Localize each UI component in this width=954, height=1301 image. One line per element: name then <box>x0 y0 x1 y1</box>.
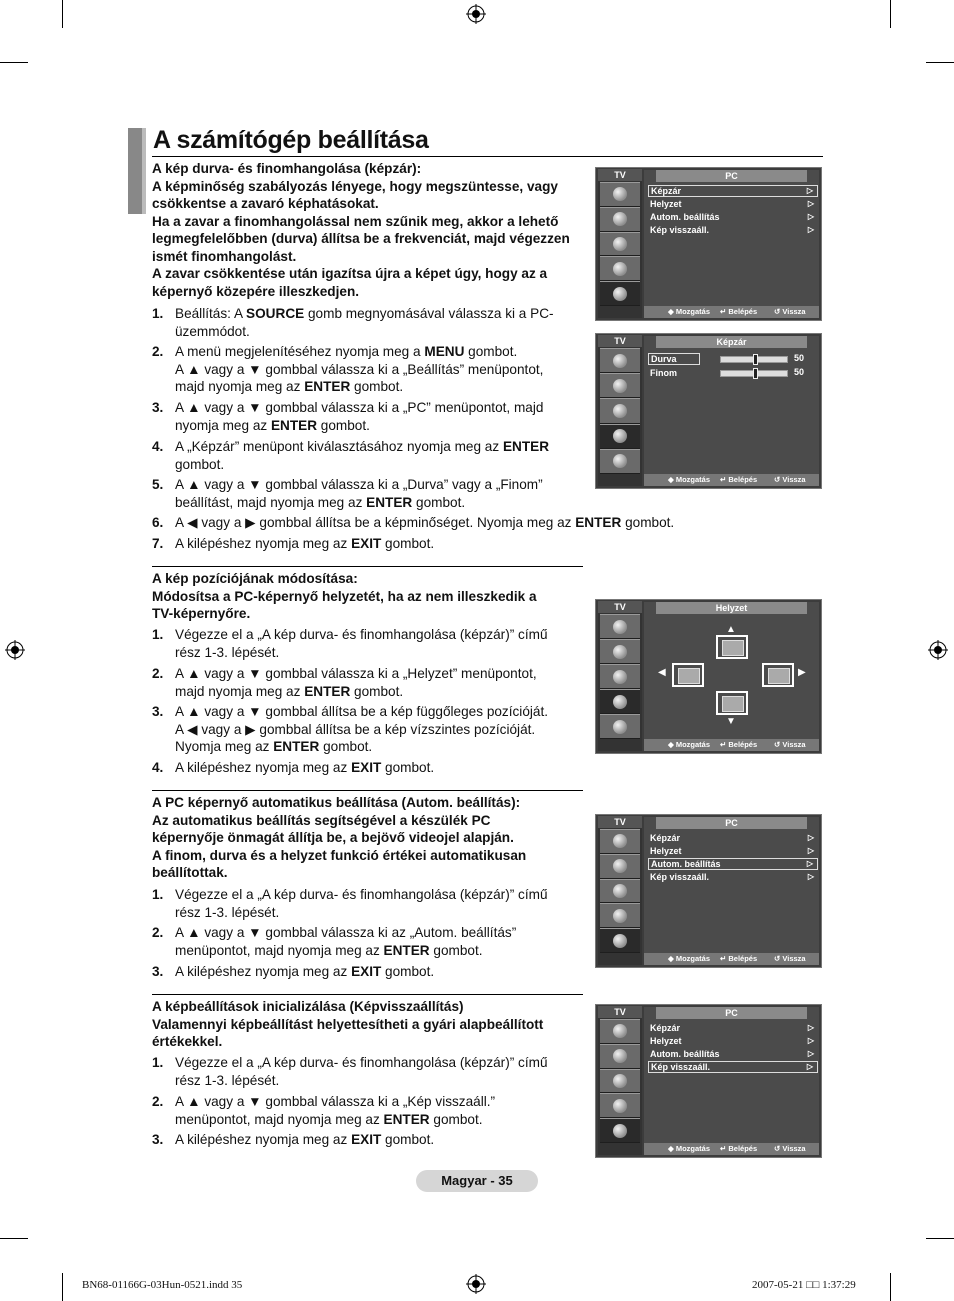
input-icon <box>600 928 640 953</box>
step-number: 7. <box>152 536 164 551</box>
menu-item: Képzár ▷ <box>650 1023 814 1033</box>
position-down-box <box>716 691 748 715</box>
step-number: 1. <box>152 1055 164 1070</box>
picture-icon <box>600 1019 640 1044</box>
step-text: rész 1-3. lépését. <box>175 904 280 920</box>
position-right-box <box>762 663 794 687</box>
section-intro-line: csökkentse a zavaró képhatásokat. <box>152 196 379 211</box>
step-text: A ▲ vagy a ▼ gombbal válassza ki a „Helyzet” menüpontot, <box>175 666 537 681</box>
submenu-arrow-icon: ▷ <box>807 846 814 855</box>
section-divider <box>152 790 583 791</box>
step-text: rész 1-3. lépését. <box>175 644 280 660</box>
submenu-arrow-icon: ▷ <box>806 1062 813 1071</box>
slider-value: 50 <box>794 367 805 377</box>
submenu-arrow-icon: ▷ <box>807 199 814 208</box>
setup-icon <box>600 256 640 281</box>
move-hint: ◆ Mozgatás <box>668 954 711 963</box>
registration-mark-icon <box>5 640 25 660</box>
section-intro-line: A PC képernyő automatikus beállítása (Autom. beállítás): <box>152 795 521 810</box>
section-intro-line: A finom, durva és a helyzet funkció értékei automatikusan <box>152 847 527 863</box>
channel-icon <box>600 879 640 904</box>
crop-mark <box>926 1238 954 1239</box>
menu-item: Autom. beállítás ▷ <box>650 1049 814 1059</box>
menu-item: Autom. beállítás ▷ <box>648 858 818 870</box>
step-number: 1. <box>152 306 164 321</box>
step-text: A ◀ vagy a ▶ gombbal állítsa be a képminőséget. Nyomja meg az ENTER gombot. <box>175 515 675 530</box>
menu-item: Helyzet ▷ <box>650 1036 814 1046</box>
tv-menu-screen <box>595 333 822 489</box>
section-intro-line: képernyő közepére illeszkedjen. <box>152 283 360 299</box>
setup-icon <box>600 1093 640 1118</box>
section-intro-line: Valamennyi képbeállítást helyettesítheti a gyári alapbeállított <box>152 1016 544 1032</box>
channel-icon <box>600 1069 640 1094</box>
section-intro-line: Ha a zavar a finomhangolással nem szűnik meg, akkor a lehető <box>152 213 559 229</box>
step-text: A ▲ vagy a ▼ gombbal válassza ki a „PC” menüpontot, majd <box>175 400 544 415</box>
crop-mark <box>890 0 891 28</box>
picture-icon <box>600 829 640 854</box>
page-title: A számítógép beállítása <box>153 126 429 154</box>
slug-file: BN68-01166G-03Hun-0521.indd 35 <box>82 1279 243 1291</box>
move-hint: ◆ Mozgatás <box>668 307 711 316</box>
menu-item: Kép visszaáll. ▷ <box>650 872 814 882</box>
slider-knob <box>753 368 758 379</box>
section-intro-line: A kép durva- és finomhangolása (képzár): <box>152 161 422 176</box>
section-divider <box>152 566 583 567</box>
section-intro-line: Az automatikus beállítás segítségével a készülék PC <box>152 812 491 828</box>
menu-item: Autom. beállítás ▷ <box>650 212 814 222</box>
step-text: A ▲ vagy a ▼ gombbal válassza ki az „Autom. beállítás” <box>175 925 517 940</box>
position-left-box <box>672 663 704 687</box>
crop-mark <box>62 0 63 28</box>
step-text: A ▲ vagy a ▼ gombbal válassza ki a „Beállítás” menüpontot, <box>175 361 544 377</box>
step-number: 6. <box>152 515 164 530</box>
step-text: A kilépéshez nyomja meg az EXIT gombot. <box>175 1132 435 1147</box>
slider-value: 50 <box>794 353 805 363</box>
step-number: 3. <box>152 1132 164 1147</box>
arrow-up-icon: ▲ <box>726 624 736 635</box>
step-text: Végezze el a „A kép durva- és finomhangolása (képzár)” című <box>175 627 548 642</box>
step-number: 2. <box>152 344 164 359</box>
submenu-arrow-icon: ▷ <box>807 1036 814 1045</box>
step-text: A ▲ vagy a ▼ gombbal válassza ki a „Durva” vagy a „Finom” <box>175 477 543 492</box>
section-intro-line: ismét finomhangolást. <box>152 248 297 264</box>
move-hint: ◆ Mozgatás <box>668 740 711 749</box>
position-left-screen <box>678 668 700 684</box>
enter-hint: ↵ Belépés <box>720 740 758 749</box>
menu-footer <box>644 953 819 965</box>
step-text: A ▲ vagy a ▼ gombbal állítsa be a kép függőleges pozícióját. <box>175 704 549 719</box>
setup-icon <box>600 424 640 449</box>
section-intro-line: TV-képernyőre. <box>152 606 251 621</box>
input-icon <box>600 449 640 474</box>
position-down-screen <box>722 696 744 712</box>
step-text: A menü megjelenítéséhez nyomja meg a MENU gombot. <box>175 344 518 359</box>
menu-item: Kép visszaáll. ▷ <box>648 1061 818 1073</box>
section-intro-line: értékekkel. <box>152 1034 223 1049</box>
menu-item: Képzár ▷ <box>650 833 814 843</box>
submenu-arrow-icon: ▷ <box>807 1049 814 1058</box>
setup-icon <box>600 903 640 928</box>
registration-mark-icon <box>466 1274 486 1294</box>
tv-label: TV <box>598 1006 642 1018</box>
menu-footer <box>644 1143 819 1155</box>
menu-header: PC <box>656 817 807 829</box>
section-intro-line: Módosítsa a PC-képernyő helyzetét, ha az nem illeszkedik a <box>152 588 537 604</box>
step-text: A kilépéshez nyomja meg az EXIT gombot. <box>175 964 435 979</box>
crop-mark <box>62 1273 63 1301</box>
tv-label: TV <box>598 816 642 828</box>
back-hint: ↺ Vissza <box>774 1144 806 1153</box>
step-text: Beállítás: A SOURCE gomb megnyomásával válassza ki a PC- <box>175 306 554 321</box>
section-divider <box>152 994 583 995</box>
tv-menu-screen <box>595 1004 822 1158</box>
menu-footer <box>644 474 819 486</box>
step-text: Végezze el a „A kép durva- és finomhangolása (képzár)” című <box>175 887 548 902</box>
slug-date: 2007-05-21 □□ 1:37:29 <box>752 1279 856 1291</box>
title-accent-bar <box>142 128 146 214</box>
step-number: 2. <box>152 666 164 681</box>
picture-icon <box>600 614 640 639</box>
submenu-arrow-icon: ▷ <box>807 1023 814 1032</box>
section-intro-line: képernyője önmagát állítja be, a bejövő videojel alapján. <box>152 830 514 845</box>
step-number: 3. <box>152 704 164 719</box>
submenu-arrow-icon: ▷ <box>807 833 814 842</box>
submenu-arrow-icon: ▷ <box>806 186 813 195</box>
tv-menu-screen <box>595 167 822 321</box>
sound-icon <box>600 639 640 664</box>
tv-label: TV <box>598 335 642 347</box>
section-intro-line: A képminőség szabályozás lényege, hogy megszüntesse, vagy <box>152 178 558 194</box>
crop-mark <box>0 1238 28 1239</box>
slider-label: Finom <box>650 368 677 378</box>
step-text: A ◀ vagy a ▶ gombbal állítsa be a kép vízszintes pozícióját. <box>175 721 536 737</box>
crop-mark <box>890 1273 891 1301</box>
step-text: A „Képzár” menüpont kiválasztásához nyomja meg az ENTER <box>175 439 550 454</box>
title-accent-bar <box>128 128 142 214</box>
position-up-screen <box>722 640 744 656</box>
registration-mark-icon <box>928 640 948 660</box>
enter-hint: ↵ Belépés <box>720 475 758 484</box>
submenu-arrow-icon: ▷ <box>807 872 814 881</box>
slider-label: Durva <box>648 353 700 365</box>
enter-hint: ↵ Belépés <box>720 954 758 963</box>
step-text: gombot. <box>175 456 225 472</box>
menu-footer <box>644 739 819 751</box>
picture-icon <box>600 348 640 373</box>
move-hint: ◆ Mozgatás <box>668 475 711 484</box>
input-icon <box>600 714 640 739</box>
menu-item: Kép visszaáll. ▷ <box>650 225 814 235</box>
step-text: majd nyomja meg az ENTER gombot. <box>175 683 404 699</box>
step-text: nyomja meg az ENTER gombot. <box>175 417 370 433</box>
step-number: 1. <box>152 627 164 642</box>
menu-item: Helyzet ▷ <box>650 199 814 209</box>
step-text: A kilépéshez nyomja meg az EXIT gombot. <box>175 760 435 775</box>
back-hint: ↺ Vissza <box>774 740 806 749</box>
step-number: 1. <box>152 887 164 902</box>
registration-mark-icon <box>466 4 486 24</box>
step-number: 3. <box>152 964 164 979</box>
sound-icon <box>600 1044 640 1069</box>
menu-item: Képzár ▷ <box>648 185 818 197</box>
enter-hint: ↵ Belépés <box>720 307 758 316</box>
slider-knob <box>753 354 758 365</box>
submenu-arrow-icon: ▷ <box>807 212 814 221</box>
channel-icon <box>600 232 640 257</box>
tv-label: TV <box>598 601 642 613</box>
step-text: beállítást, majd nyomja meg az ENTER gombot. <box>175 494 466 510</box>
tv-label: TV <box>598 169 642 181</box>
enter-hint: ↵ Belépés <box>720 1144 758 1153</box>
section-intro-line: legmegfelelőbben (durva) állítsa be a frekvenciát, majd végezzen <box>152 231 570 246</box>
step-text: rész 1-3. lépését. <box>175 1072 280 1088</box>
back-hint: ↺ Vissza <box>774 954 806 963</box>
step-number: 5. <box>152 477 164 492</box>
section-intro-line: A zavar csökkentése után igazítsa újra a képet úgy, hogy az a <box>152 266 548 281</box>
step-text: menüpontot, majd nyomja meg az ENTER gombot. <box>175 1111 483 1127</box>
tv-menu-screen <box>595 814 822 968</box>
menu-header: PC <box>656 170 807 182</box>
picture-icon <box>600 182 640 207</box>
arrow-left-icon: ◀ <box>658 667 666 678</box>
submenu-arrow-icon: ▷ <box>806 859 813 868</box>
step-text: A ▲ vagy a ▼ gombbal válassza ki a „Kép visszaáll.” <box>175 1094 496 1109</box>
title-rule <box>152 156 823 157</box>
sound-icon <box>600 207 640 232</box>
section-intro-line: A képbeállítások inicializálása (Képvisszaállítás) <box>152 999 464 1014</box>
input-icon <box>600 281 640 306</box>
input-icon <box>600 1118 640 1143</box>
back-hint: ↺ Vissza <box>774 307 806 316</box>
page-number: Magyar - 35 <box>416 1170 538 1192</box>
menu-header: Helyzet <box>656 602 807 614</box>
step-text: A kilépéshez nyomja meg az EXIT gombot. <box>175 536 435 551</box>
menu-item: Helyzet ▷ <box>650 846 814 856</box>
arrow-right-icon: ▶ <box>798 667 806 678</box>
step-text: majd nyomja meg az ENTER gombot. <box>175 379 404 394</box>
step-text: Végezze el a „A kép durva- és finomhangolása (képzár)” című <box>175 1055 548 1070</box>
tv-menu-screen <box>595 599 822 754</box>
back-hint: ↺ Vissza <box>774 475 806 484</box>
menu-header: PC <box>656 1007 807 1019</box>
step-text: Nyomja meg az ENTER gombot. <box>175 739 373 754</box>
step-text: üzemmódot. <box>175 323 250 339</box>
menu-footer <box>644 306 819 318</box>
crop-mark <box>0 62 28 63</box>
position-right-screen <box>768 668 790 684</box>
section-intro-line: beállítottak. <box>152 865 228 880</box>
arrow-down-icon: ▼ <box>726 716 736 727</box>
sound-icon <box>600 373 640 398</box>
section-intro-line: A kép pozíciójának módosítása: <box>152 571 358 586</box>
step-number: 4. <box>152 760 164 775</box>
move-hint: ◆ Mozgatás <box>668 1144 711 1153</box>
step-number: 3. <box>152 400 164 415</box>
channel-icon <box>600 398 640 423</box>
menu-header: Képzár <box>656 336 807 348</box>
step-number: 2. <box>152 1094 164 1109</box>
setup-icon <box>600 689 640 714</box>
step-number: 4. <box>152 439 164 454</box>
step-number: 2. <box>152 925 164 940</box>
position-up-box <box>716 635 748 659</box>
crop-mark <box>926 62 954 63</box>
channel-icon <box>600 664 640 689</box>
submenu-arrow-icon: ▷ <box>807 225 814 234</box>
step-text: menüpontot, majd nyomja meg az ENTER gombot. <box>175 942 483 958</box>
sound-icon <box>600 854 640 879</box>
